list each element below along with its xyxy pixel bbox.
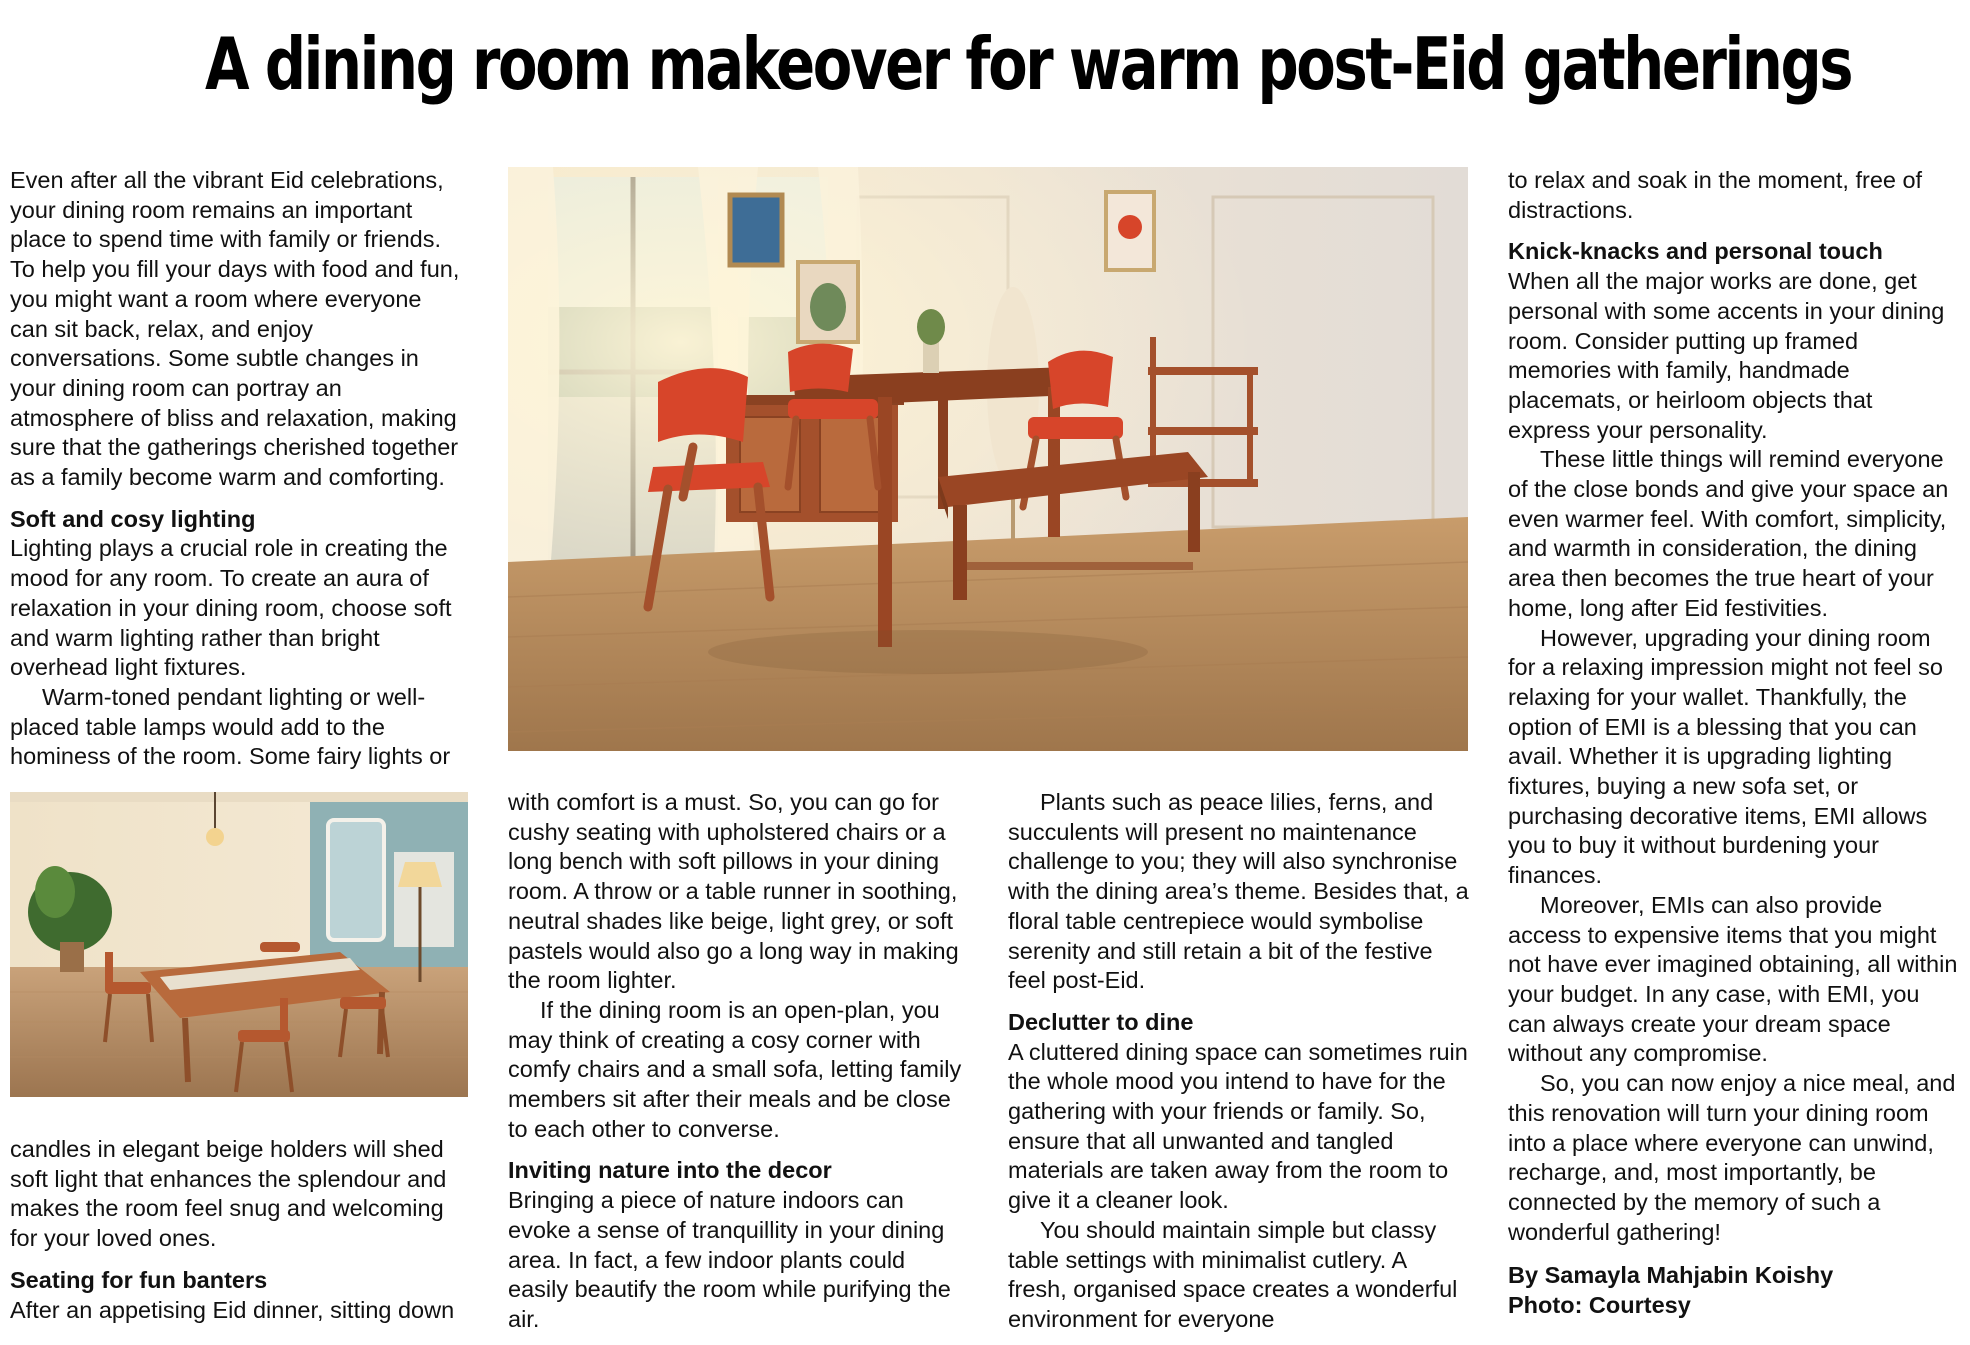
- dining-room-photo-large: [508, 167, 1468, 751]
- column-3: [1008, 788, 1470, 1335]
- body-paragraph: These little things will remind everyone of the close bonds and give your space an even warmer feel. With comfort, simplicity, and warmth in consideration, the dining area then becomes the true heart of your home, long after Eid festivities.: [1508, 446, 1949, 621]
- body-paragraph: When all the major works are done, get personal with some accents in your dining room. Consider putting up framed memories with family, handmade placemats, or heirloom objects that express your personality.: [1508, 268, 1945, 443]
- body-paragraph: Lighting plays a crucial role in creating the mood for any room. To create an aura of relaxation in your dining room, choose soft and warm lighting rather than bright overhead light fixtures.: [10, 535, 452, 681]
- body-paragraph: Plants such as peace lilies, ferns, and succulents will present no maintenance challenge to you; they will also synchronise with the dining area’s theme. Besides that, a floral table centrepiece would symbolise serenity and still retain a bit of the festive feel post-Eid.: [1008, 789, 1469, 994]
- author-byline: By Samayla Mahjabin Koishy: [1508, 1262, 1834, 1289]
- column-2: [508, 788, 970, 1335]
- body-paragraph: So, you can now enjoy a nice meal, and this renovation will turn your dining room into a place where everyone can unwind, recharge, and, most importantly, be connected by the memory of such a wonderful gathering!: [1508, 1070, 1956, 1245]
- body-paragraph: candles in elegant beige holders will shed soft light that enhances the splendour and makes the room feel snug and welcoming for your loved ones.: [10, 1136, 447, 1252]
- body-paragraph: Warm-toned pendant lighting or well-placed table lamps would add to the hominess of the room. Some fairy lights or: [10, 683, 451, 770]
- dining-room-photo-small: [10, 792, 468, 1097]
- subheading-seating: Seating for fun banters: [10, 1266, 268, 1293]
- headline: A dining room makeover for warm post-Eid gatherings: [205, 22, 1852, 106]
- subheading-nature: Inviting nature into the decor: [508, 1157, 832, 1184]
- body-paragraph: to relax and soak in the moment, free of distractions.: [1508, 167, 1923, 223]
- column-1-top: [10, 166, 465, 772]
- body-paragraph: Even after all the vibrant Eid celebrations, your dining room remains an important place to spend time with family or friends. To help you fill your days with food and fun, you might want a room where everyone can sit back, relax, and enjoy conversations. Some subtle changes in your dining room can portray an atmosphere of bliss and relaxation, making sure that the gatherings cherished together as a family become warm and comforting.: [10, 167, 460, 491]
- body-paragraph: You should maintain simple but classy table settings with minimalist cutlery. A fresh, organised space creates a wonderful environment for everyone: [1008, 1216, 1458, 1332]
- subheading-lighting: Soft and cosy lighting: [10, 505, 256, 532]
- photo-credit: Photo: Courtesy: [1508, 1292, 1691, 1319]
- column-1-bottom: [10, 1135, 465, 1325]
- byline-block: [1508, 1261, 1960, 1320]
- subheading-knick-knacks: Knick-knacks and personal touch: [1508, 238, 1883, 265]
- body-paragraph: with comfort is a must. So, you can go for cushy seating with upholstered chairs or a long bench with soft pillows in your dining room. A throw or a table runner in soothing, neutral shades like beige, light grey, or soft pastels would also go a long way in making the room lighter.: [508, 789, 959, 994]
- body-paragraph: However, upgrading your dining room for a relaxing impression might not feel so relaxing for your wallet. Thankfully, the option of EMI is a blessing that you can avail. Whether it is upgrading lighting fixtures, buying a new sofa set, or purchasing decorative items, EMI allows you to buy it without burdening your finances.: [1508, 624, 1943, 889]
- body-paragraph: A cluttered dining space can sometimes ruin the whole mood you intend to have for the gathering with your friends or family. So, ensure that all unwanted and tangled materials are taken away from the room to give it a cleaner look.: [1008, 1038, 1468, 1214]
- body-paragraph: After an appetising Eid dinner, sitting down: [10, 1296, 455, 1323]
- subheading-declutter: Declutter to dine: [1008, 1008, 1194, 1035]
- body-paragraph: Bringing a piece of nature indoors can evoke a sense of tranquillity in your dining area. In fact, a few indoor plants could easily beautify the room while purifying the air.: [508, 1187, 951, 1332]
- body-paragraph: If the dining room is an open-plan, you may think of creating a cosy corner with comfy chairs and a small sofa, letting family members sit after their meals and be close to each other to converse.: [508, 996, 962, 1142]
- column-4: [1508, 166, 1960, 1321]
- body-paragraph: Moreover, EMIs can also provide access to expensive items that you might not have ever imagined obtaining, all within your budget. In any case, with EMI, you can always create your dream space without any compromise.: [1508, 891, 1958, 1067]
